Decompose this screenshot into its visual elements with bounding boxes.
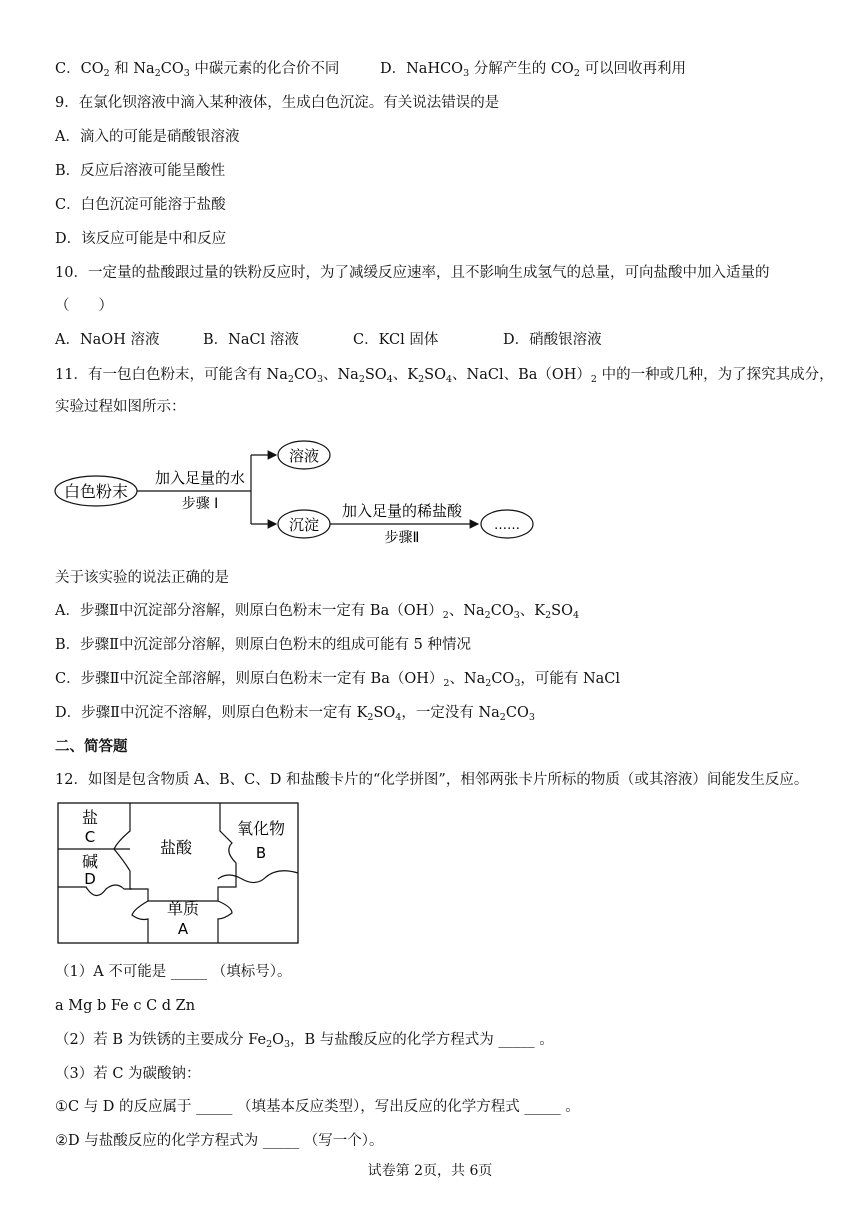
q8-options <box>55 59 686 79</box>
flow-solution-label: 溶液 <box>288 447 320 465</box>
section-heading: 二、简答题 <box>55 738 128 755</box>
q10-option-d: D．硝酸银溶液 <box>503 332 602 348</box>
q10-option-b: B．NaCl 溶液 <box>203 332 299 348</box>
puzzle-c-label: C <box>84 828 96 846</box>
q8-option-d: D．NaHCO$_3$ 分解产生的 $CO_2$ 可以回收再利用 <box>379 61 686 79</box>
q12-puzzle-diagram <box>56 801 300 947</box>
q11-lead: 关于该实验的说法正确的是 <box>55 570 229 586</box>
puzzle-d-label: D <box>84 870 96 888</box>
q9-option-c: C．白色沉淀可能溶于盐酸 <box>55 197 226 213</box>
puzzle-b-label: B <box>255 844 267 862</box>
q11-option-c: C．步骤Ⅱ中沉淀全部溶解，则原白色粉末一定有 $Ba(OH)_2$、$Na_2CO_3$，可能有 NaCl <box>55 671 621 689</box>
puzzle-salt-label: 盐 <box>81 808 99 827</box>
q10-paren: （ ） <box>55 298 113 314</box>
puzzle-a-label: A <box>177 920 189 938</box>
q10-options <box>55 330 602 350</box>
flow-start-label: 白色粉末 <box>63 482 129 501</box>
q12-part1-options: a Mg b Fe c C d Zn <box>55 998 196 1014</box>
puzzle-hcl-label: 盐酸 <box>159 838 193 857</box>
q12-part1: （1）A 不可能是 _____ （填标号）。 <box>55 964 292 980</box>
puzzle-oxide-label: 氧化物 <box>236 819 286 838</box>
q9-option-a: A．滴入的可能是硝酸银溶液 <box>55 129 240 145</box>
q9-stem: 9．在氯化钡溶液中滴入某种液体，生成白色沉淀。有关说法错误的是 <box>55 95 500 111</box>
puzzle-base-label: 碱 <box>81 852 99 871</box>
q12-part3: （3）若 C 为碳酸钠： <box>55 1066 201 1082</box>
flow-step1-top: 加入足量的水 <box>154 469 246 487</box>
q9-option-d: D．该反应可能是中和反应 <box>55 231 227 247</box>
q11-flow-diagram <box>52 436 542 554</box>
q12-part3-1: ①C 与 D 的反应属于 _____ （填基本反应类型），写出反应的化学方程式 _____ 。 <box>55 1099 580 1115</box>
flow-step1-bottom: 步骤 I <box>181 496 219 512</box>
flow-end-label: …… <box>494 518 520 533</box>
puzzle-element-label: 单质 <box>166 899 200 918</box>
q12-part2: （2）若 B 为铁锈的主要成分 $Fe_2O_3$，B 与盐酸反应的化学方程式为 _____ 。 <box>55 1032 554 1050</box>
q11-stem-line1: 11．有一包白色粉末，可能含有 $Na_2CO_3$、$Na_2SO_4$、$K_2SO_4$、NaCl、$Ba(OH)_2$ 中的一种或几种，为了探究其成分， <box>55 367 834 385</box>
q11-option-a: A．步骤Ⅱ中沉淀部分溶解，则原白色粉末一定有 $Ba(OH)_2$、$Na_2CO_3$、$K_2SO_4$ <box>55 603 580 621</box>
q10-option-c: C．KCl 固体 <box>353 332 439 348</box>
q12-part3-2: ②D 与盐酸反应的化学方程式为 _____ （写一个）。 <box>55 1133 384 1149</box>
flow-step2-bottom: 步骤Ⅱ <box>384 530 420 546</box>
flow-precipitate-label: 沉淀 <box>288 516 320 534</box>
q12-stem: 12．如图是包含物质 A、B、C、D 和盐酸卡片的“化学拼图”，相邻两张卡片所标的物质（或其溶液）间能发生反应。 <box>55 772 809 788</box>
q9-option-b: B．反应后溶液可能呈酸性 <box>55 163 226 179</box>
q10-stem: 10．一定量的盐酸跟过量的铁粉反应时，为了减缓反应速率，且不影响生成氢气的总量，可向盐酸中加入适量的 <box>55 265 770 281</box>
flow-step2-top: 加入足量的稀盐酸 <box>341 502 463 520</box>
page-footer: 试卷第 2页，共 6页 <box>367 1163 493 1179</box>
q11-option-d: D．步骤Ⅱ中沉淀不溶解，则原白色粉末一定有 $K_2SO_4$，一定没有 $Na_2CO_3$ <box>55 705 535 723</box>
q8-option-c: C．$CO_2$ 和 $Na_2CO_3$ 中碳元素的化合价不同 <box>55 61 340 79</box>
q11-option-b: B．步骤Ⅱ中沉淀部分溶解，则原白色粉末的组成可能有 5 种情况 <box>55 637 471 653</box>
q11-stem-line2: 实验过程如图所示： <box>55 399 186 415</box>
q10-option-a: A．NaOH 溶液 <box>55 332 160 348</box>
